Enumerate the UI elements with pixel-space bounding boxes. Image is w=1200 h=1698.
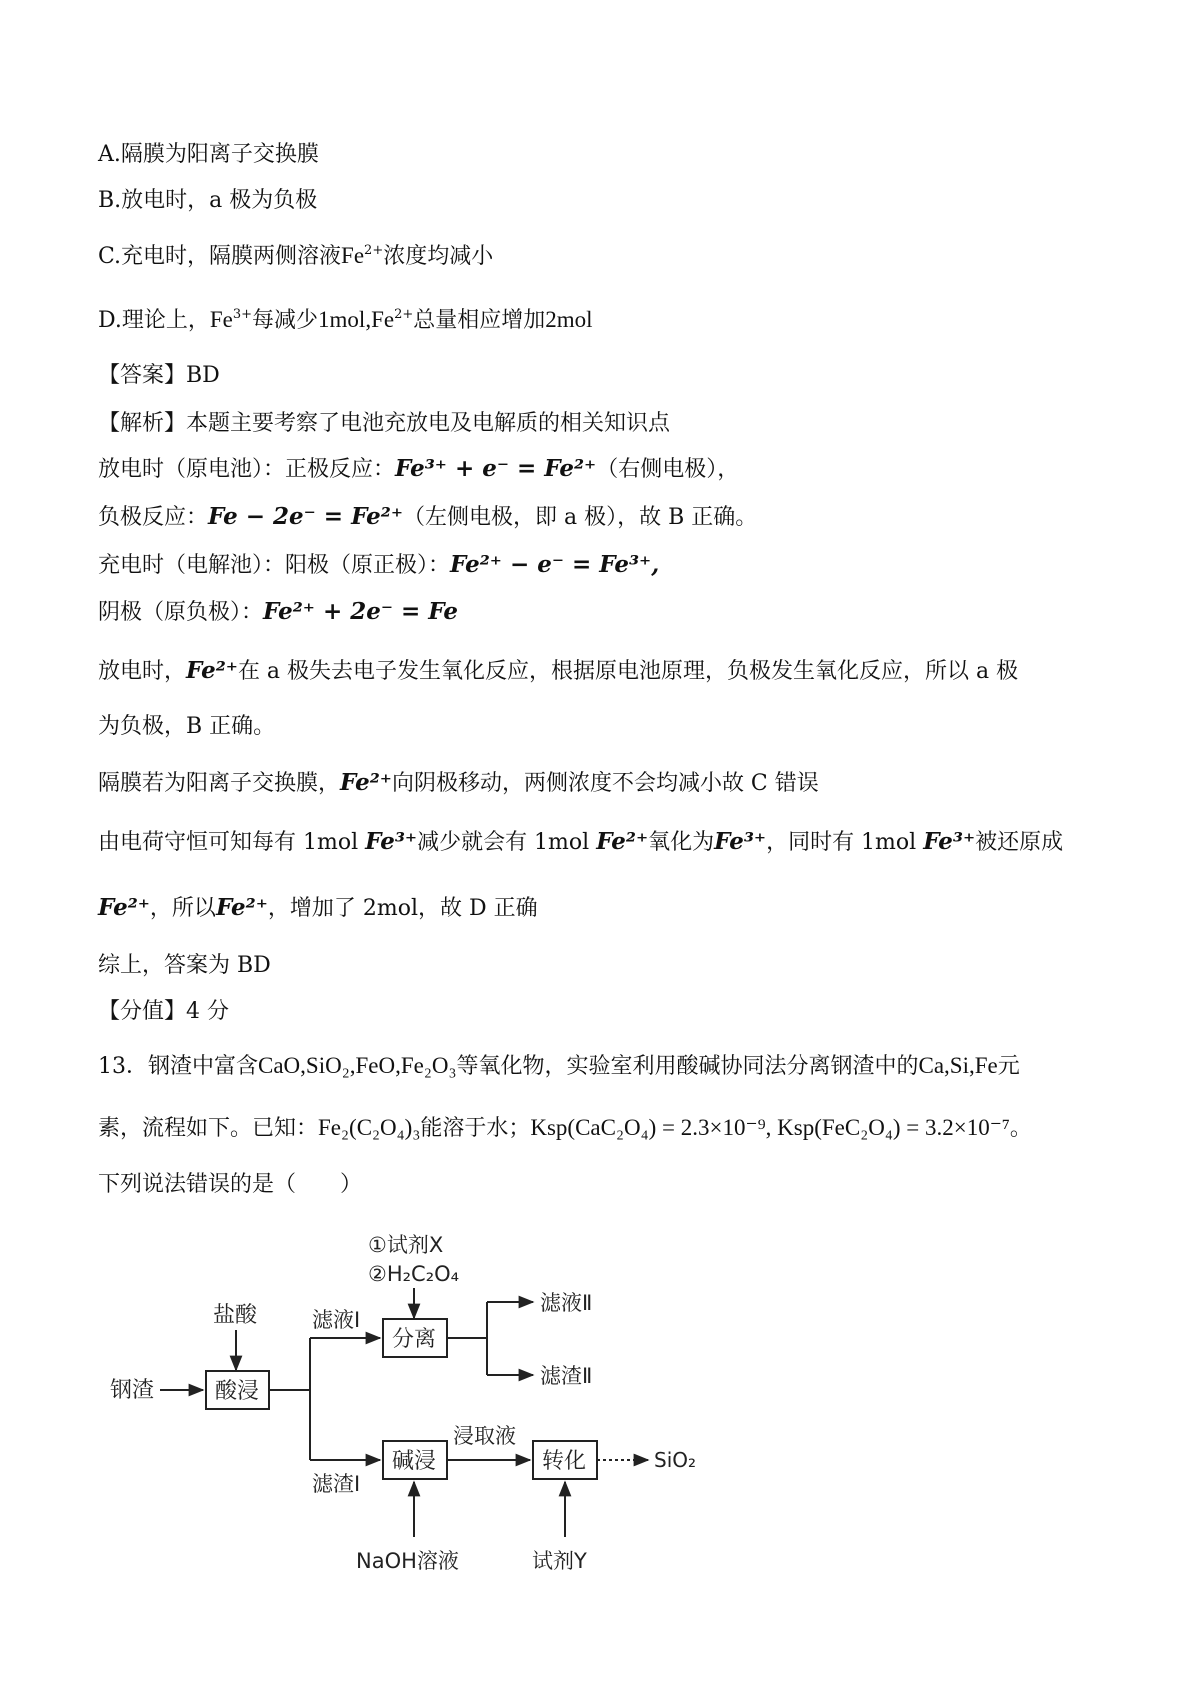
reagent-y-label: 试剂Y [532,1549,587,1573]
question-13-line-3: 下列说法错误的是（ ） [98,1172,363,1197]
option-b: B.放电时，a 极为负极 [98,188,318,213]
analysis-line-4: 阴极（原负极）：Fe²⁺ + 2e⁻ = Fe [98,598,458,625]
equation: Fe²⁺ + 2e⁻ = Fe [263,598,458,625]
sio2-label: SiO₂ [654,1448,697,1472]
analysis-line-3: 充电时（电解池）：阳极（原正极）：Fe²⁺ − e⁻ = Fe³⁺, [98,551,660,578]
reagent-x-label: ①试剂X [368,1233,444,1257]
naoh-label: NaOH溶液 [356,1549,459,1573]
conversion-label: 转化 [542,1449,587,1474]
score-label: 【分值】4 分 [98,999,229,1024]
option-c: C.充电时，隔膜两侧溶液$Fe^{2+}$浓度均减小 [98,243,494,269]
leachate-label: 浸取液 [453,1424,516,1448]
analysis-intro: 【解析】本题主要考察了电池充放电及电解质的相关知识点 [98,411,671,436]
residue-2-label: 滤渣Ⅱ [540,1364,593,1388]
analysis-line-5: 放电时，Fe²⁺在 a 极失去电子发生氧化反应，根据原电池原理，负极发生氧化反应，所以 a 极 [98,657,1019,684]
analysis-line-9: Fe²⁺，所以Fe²⁺，增加了 2mol，故 D 正确 [98,894,538,921]
analysis-summary: 综上，答案为 BD [98,953,271,978]
filtrate-1-label: 滤液Ⅰ [312,1308,361,1332]
acid-leach-label: 酸浸 [215,1379,260,1404]
residue-1-label: 滤渣Ⅰ [312,1472,361,1496]
oxalic-acid-label: ②H₂C₂O₄ [368,1262,460,1286]
question-13-line-1: 13．钢渣中富含CaO,SiO₂,FeO,Fe₂O₃等氧化物，实验室利用酸碱协同法分离钢渣中的Ca,Si,Fe元 [98,1053,1020,1079]
question-13-line-2: 素，流程如下。已知：Fe₂(C₂O₄)₃能溶于水；Ksp(CaC₂O₄) = 2.3×10⁻⁹, Ksp(FeC₂O₄) = 3.2×10⁻⁷。 [98,1115,1032,1141]
analysis-line-7: 隔膜若为阳离子交换膜，Fe²⁺向阴极移动，两侧浓度不会均减小故 C 错误 [98,769,819,796]
analysis-line-1: 放电时（原电池）：正极反应：Fe³⁺ + e⁻ = Fe²⁺（右侧电极）， [98,455,740,482]
filtrate-2-label: 滤液Ⅱ [540,1291,593,1315]
option-d: D.理论上，$Fe^{3+}$每减少$1mol,Fe^{2+}$总量相应增加2mol [98,307,593,333]
hcl-label: 盐酸 [213,1303,258,1328]
separation-label: 分离 [392,1327,437,1352]
equation: Fe²⁺ − e⁻ = Fe³⁺, [450,551,660,578]
steel-slag-label: 钢渣 [110,1378,155,1403]
equation: Fe − 2e⁻ = Fe²⁺ [208,503,403,530]
analysis-line-8: 由电荷守恒可知每有 1mol Fe³⁺减少就会有 1mol Fe²⁺氧化为Fe³⁺，同时有 1mol Fe³⁺被还原成 [98,828,1064,855]
option-a: A.隔膜为阳离子交换膜 [98,142,319,167]
alkali-leach-label: 碱浸 [392,1449,437,1474]
analysis-line-6: 为负极，B 正确。 [98,714,276,739]
analysis-line-2: 负极反应：Fe − 2e⁻ = Fe²⁺（左侧电极，即 a 极），故 B 正确。 [98,503,758,530]
answer-label: 【答案】BD [98,363,220,388]
equation: Fe³⁺ + e⁻ = Fe²⁺ [395,455,597,482]
